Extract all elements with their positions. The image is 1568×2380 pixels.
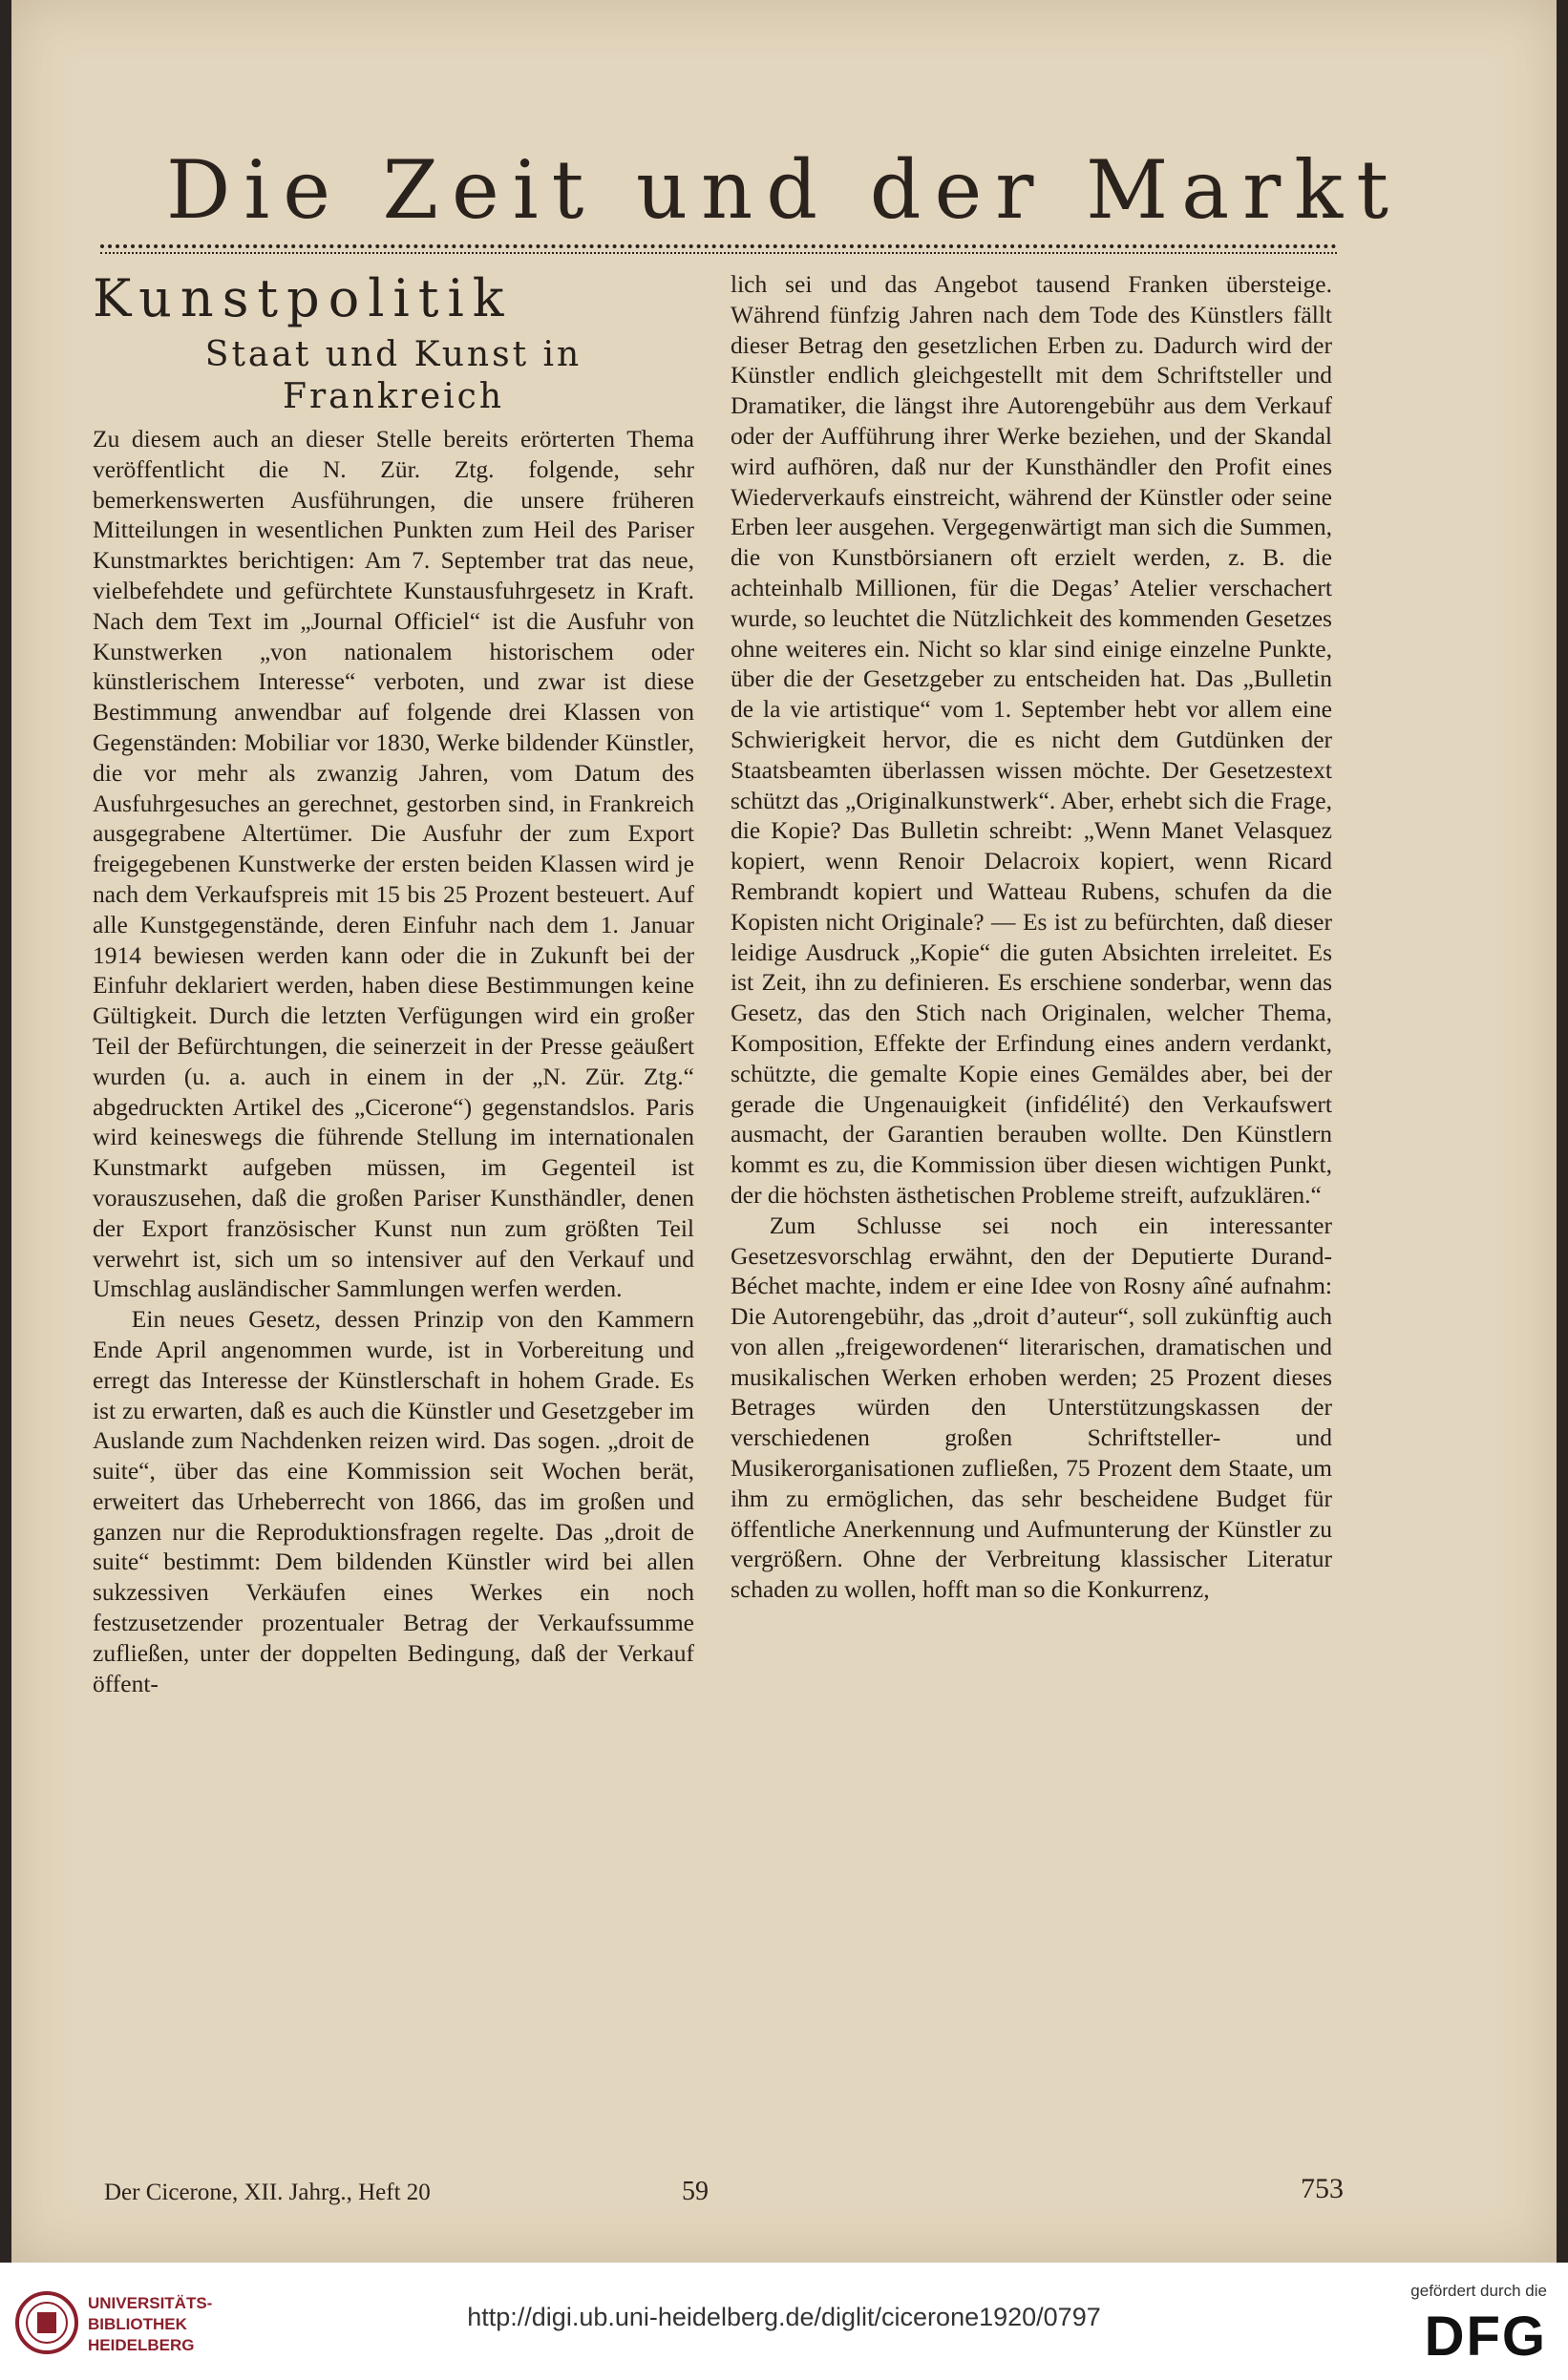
scanned-page	[11, 0, 1557, 2263]
section-title: Kunstpolitik	[93, 268, 513, 328]
funded-by-label: gefördert durch die	[1410, 2282, 1547, 2300]
footer-page-number-right: 753	[1301, 2173, 1344, 2204]
footer-journal: Der Cicerone, XII. Jahrg., Heft 20	[104, 2180, 431, 2205]
page-header-title: Die Zeit und der Markt	[166, 143, 1402, 237]
digitization-bar	[0, 2263, 1568, 2380]
header-rule-thin	[100, 252, 1337, 254]
footer-page-number-left: 59	[682, 2177, 709, 2206]
paragraph: Ein neues Gesetz, dessen Prinzip von den Kammern Ende April angenommen wurde, ist in Vorbereitung und erregt das Interesse der Künstlerschaft in hohem Grade. Es ist zu erwarten, daß es auch die Künstler und Gesetzgeber im Auslande zum Nachdenken reizen wird. Das sogen. „droit de suite“, über das eine Kommission seit Wochen berät, erweitert das Urheberrecht von 1866, das im großen und ganzen nur die Reproduktionsfragen regelte. Das „droit de suite“ bestimmt: Dem bildenden Künstler wird bei allen sukzessiven Verkäufen eines Werkes ein noch festzusetzender prozentualer Betrag der Verkaufssumme zufließen, unter der doppelten Bedingung, daß der Verkauf öffent-	[93, 1305, 694, 1697]
left-column	[93, 269, 694, 1698]
right-column	[731, 269, 1332, 1605]
library-logo-text: UNIVERSITÄTS- BIBLIOTHEK HEIDELBERG	[88, 2294, 213, 2354]
paragraph: Zum Schlusse sei noch ein interessanter Gesetzesvorschlag erwähnt, den der Deputierte Durand-Béchet machte, indem er eine Idee von Rosny aîné aufnahm: Die Autorengebühr, das „droit d’auteur“, soll zukünftig auch von allen „freigewordenen“ literarischen, dramatischen und musikalischen Werken erhoben werden; 25 Prozent dieses Betrages würden den Unterstützungskassen der verschiedenen großen Schriftsteller- und Musikerorganisationen zufließen, 75 Prozent dem Staate, um ihm zu ermöglichen, das sehr bescheidene Budget für öffentliche Anerkennung und Aufmunterung der Künstler zu vergrößern. Ohne der Verbreitung klassischer Literatur schaden zu wollen, hofft man so die Konkurrenz,	[731, 1211, 1332, 1604]
article-subtitle: Staat und Kunst in Frankreich	[204, 335, 583, 416]
source-url-link[interactable]: http://digi.ub.uni-heidelberg.de/diglit/cicerone1920/0797	[467, 2303, 1101, 2331]
dfg-logo: DFG	[1424, 2306, 1547, 2368]
header-rule-dotted	[100, 244, 1337, 248]
paragraph: Zu diesem auch an dieser Stelle bereits erörterten Thema veröffentlicht die N. Zür. Ztg. folgende, sehr bemerkenswerten Ausführungen, die unsere früheren Mitteilungen in wesentlichen Punkten zum Heil des Pariser Kunstmarktes berichtigen: Am 7. September trat das neue, vielbefehdete und gefürchtete Kunstausfuhrgesetz in Kraft. Nach dem Text im „Journal Officiel“ ist die Ausfuhr von Kunstwerken „von nationalem historischem oder künstlerischem Interesse“ verboten, und zwar ist diese Bestimmung anwendbar auf folgende drei Klassen von Gegenständen: Mobiliar vor 1830, Werke bildender Künstler, die vor mehr als zwanzig Jahren, vom Datum des Ausfuhrgesuches an gerechnet, gestorben sind, in Frankreich ausgegrabene Altertümer. Die Ausfuhr der zum Export freigegebenen Kunstwerke der ersten beiden Klassen wird je nach dem Verkaufspreis mit 15 bis 25 Prozent besteuert. Auf alle Kunstgegenstände, deren Einfuhr nach dem 1. Januar 1914 bewiesen werden kann oder die in Zukunft bei der Einfuhr deklariert werden, haben diese Bestimmungen keine Gültigkeit. Durch die letzten Verfügungen wird ein großer Teil der Befürchtungen, die seinerzeit in der Presse geäußert wurden (u. a. auch in einem in der „N. Zür. Ztg.“ abgedruckten Artikel des „Cicerone“) gegenstandslos. Paris wird keineswegs die führende Stellung im internationalen Kunstmarkt aufgeben müssen, im Gegenteil ist vorauszusehen, daß die großen Pariser Kunsthändler, denen der Export französischer Kunst nun zum größten Teil verwehrt ist, sich um so intensiver auf den Verkauf und Umschlag ausländischer Sammlungen werfen werden.	[93, 425, 694, 1303]
paragraph: lich sei und das Angebot tausend Franken übersteige. Während fünfzig Jahren nach dem Tode des Künstlers fällt dieser Betrag den gesetzlichen Erben zu. Dadurch wird der Künstler endlich gleichgestellt mit dem Schriftsteller und Dramatiker, die längst ihre Autorengebühr aus dem Verkauf oder der Aufführung ihrer Werke beziehen, und der Skandal wird aufhören, daß nur der Kunsthändler den Profit eines Wiederverkaufs einstreicht, während der Künstler oder seine Erben leer ausgehen. Vergegenwärtigt man sich die Summen, die von Kunstbörsianern oft erzielt werden, z. B. die achteinhalb Millionen, für die Degas’ Atelier verschachert wurde, so leuchtet die Nützlichkeit des kommenden Gesetzes ohne weiteres ein. Nicht so klar sind einige einzelne Punkte, über die der Gesetzgeber zu entscheiden hat. Das „Bulletin de la vie artistique“ vom 1. September hebt vor allem eine Schwierigkeit hervor, die es nicht dem Gutdünken der Staatsbeamten überlassen wissen möchte. Der Gesetzestext schützt das „Originalkunstwerk“. Aber, erhebt sich die Frage, die Kopie? Das Bulletin schreibt: „Wenn Manet Velasquez kopiert, wenn Renoir Delacroix kopiert, wenn Ricard Rembrandt kopiert und Watteau Rubens, schufen da die Kopisten nicht Originale? — Es ist zu befürchten, daß dieser leidige Ausdruck „Kopie“ die guten Absichten irreleitet. Es ist Zeit, ihn zu definieren. Es erschiene sonderbar, wenn das Gesetz, das den Stich nach Originalen, welcher Thema, Komposition, Effekte der Erfindung eines andern verdankt, schützte, die gemalte Kopie eines Gemäldes aber, bei der gerade die Ungenauigkeit (infidélité) den Verkaufswert ausmacht, der Garantien berauben wollte. Den Künstlern kommt es zu, die Kommission über diesen wichtigen Punkt, der die höchsten ästhetischen Probleme streift, aufzuklären.“	[731, 270, 1332, 1209]
